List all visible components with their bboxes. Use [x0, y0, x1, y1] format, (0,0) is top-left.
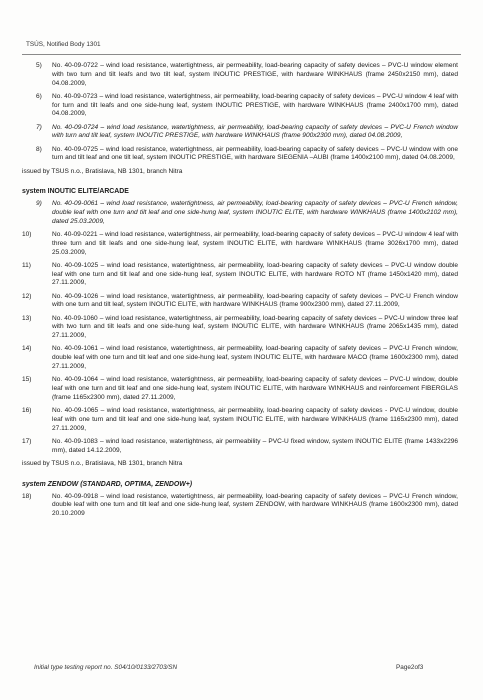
item-number: 16) — [22, 407, 32, 414]
item-text: No. 40-09-1025 – wind load resistance, watertightness, air permeability, load-bearing capacity of safety devices – PVC-U window double leaf with one turn and tilt leaf and one side-hung leaf, system INOUTIC ELITE, with hardware ROTO NT (frame 1450x1420 mm), dated 27.11.2009, — [52, 261, 458, 287]
list-item — [22, 407, 458, 433]
list-item — [22, 62, 458, 88]
list-item — [22, 231, 458, 257]
header-divider — [22, 54, 461, 55]
item-text: No. 40-09-0221 – wind load resistance, watertightness, air permeability, load-bearing capacity of safety devices – PVC-U window 4 leaf with three turn and tilt leafs and one side-hung leaf, system INOUTIC ELITE, with hardware WINKHAUS (frame 3026x1700 mm), dated 25.03.2009, — [52, 231, 458, 256]
document-body — [22, 62, 458, 523]
list-item — [22, 493, 458, 519]
item-number: 13) — [22, 314, 32, 322]
item-text: No. 40-09-0061 – wind load resistance, watertightness, air permeability, load-bearing capacity of safety devices – PVC-U French window, double leaf with one turn and tilt leaf and one side-hung leaf, system INOUTIC ELITE, with hardware WINKHAUS (frame 1400x2102 mm), dated 25.03.2009, — [52, 200, 458, 225]
issued-by-note: issued by TSUS n.o., Bratislava, NB 1301, branch Nitra — [22, 459, 183, 467]
item-number: 5) — [36, 62, 42, 69]
item-text: No. 40-09-1083 – wind load resistance, watertightness, air permeability – PVC-U fixed window, system INOUTIC ELITE (frame 1433x2296 mm), dated 14.12.2009, — [52, 437, 458, 454]
item-number: 6) — [36, 92, 42, 100]
item-text: No. 40-09-1064 – wind load resistance, watertightness, air permeability, load-bearing capacity of safety devices – PVC-U window, double leaf with one turn and tilt leaf and one side-hung leaf, system INOUTIC ELITE, with hardware WINKHAUS and reinforcement FIBERGLAS (frame 1165x2300 mm), dated 27.11.2009, — [52, 376, 458, 401]
item-number: 9) — [36, 200, 42, 208]
item-text: No. 40-09-0723 – wind load resistance, watertightness, air permeability, load-bearing capacity of safety devices – PVC-U window 4 leaf with for turn and tilt leafs and one side-hung leaf, system INOUTIC PRESTIGE, with hardware WINKHAUS (frame 2400x1700 mm), dated 04.08.2009, — [52, 92, 458, 118]
issued-by-note: issued by TSUS n.o., Bratislava, NB 1301, branch Nitra — [22, 167, 183, 175]
item-number: 10) — [22, 231, 32, 239]
item-text: No. 40-09-0918 – wind load resistance, watertightness, air permeability, load-bearing capacity of safety devices – PVC-U French window, double leaf with one turn and tilt leaf and one side-hung leaf, system ZENDOW, with hardware WINKHAUS (frame 1600x2300 mm), dated 20.10.2009 — [52, 492, 458, 518]
list-item — [22, 262, 458, 288]
item-number: 17) — [22, 437, 32, 445]
list-item — [22, 315, 458, 341]
list-item — [22, 293, 458, 311]
footer-page-number: Page2of3 — [396, 664, 424, 671]
item-number: 8) — [36, 145, 42, 153]
item-text: No. 40-09-1065 – wind load resistance, watertightness, air permeability, load-bearing capacity of safety devices - PVC-U window, double leaf with one turn and tilt leaf and one side-hung leaf, system INOUTIC ELITE, with hardware WINKHAUS (frame 1165x2300 mm), dated 27.11.2009, — [52, 407, 458, 432]
item-number: 7) — [36, 123, 42, 131]
item-number: 18) — [22, 492, 32, 500]
item-number: 11) — [22, 261, 31, 269]
item-text: No. 40-09-1026 – wind load resistance, watertightness, air permeability, load-bearing capacity of safety devices – PVC-U French window with one turn and tilt leaf, system INOUTIC ELITE, with hardware WINKHAUS (frame 900x2300 mm), dated 27.11.2009, — [52, 292, 458, 309]
list-item — [22, 124, 458, 142]
item-number: 14) — [22, 345, 32, 353]
list-item — [22, 200, 458, 226]
item-text: No. 40-09-0722 – wind load resistance, watertightness, air permeability, load-bearing capacity of safety devices – PVC-U window element with two turn and tilt leafs and two tilt leaf, system INOUTIC PRESTIGE, with hardware WINKHAUS (frame 2450x2150 mm), dated 04.08.2009, — [52, 62, 458, 87]
item-text: No. 40-09-0725 – wind load resistance, watertightness, air permeability, load-bearing capacity of safety devices – PVC-U window with one turn and tilt leaf and one tilt leaf, system INOUTIC PRESTIGE, with hardware SIEGENIA –AUBI (frame 1400x2100 mm), dated 04.08.2009, — [52, 145, 458, 162]
list-item — [22, 438, 458, 456]
item-text: No. 40-09-1061 – wind load resistance, watertightness, air permeability, load-bearing capacity of safety devices – PVC-U French window, double leaf with one turn and tilt leaf and one side-hung leaf, system INOUTIC ELITE, with hardware MACO (frame 1600x2300 mm), dated 27.11.2009, — [52, 345, 458, 371]
list-item — [22, 146, 458, 164]
list-item — [22, 376, 458, 402]
footer-report-number: Initial type testing report no. S04/10/0133/2703/SN — [34, 664, 178, 671]
page-header: TSÚS, Notified Body 1301 — [26, 41, 101, 48]
section-title: system INOUTIC ELITE/ARCADE — [22, 188, 129, 196]
section-title: system ZENDOW (STANDARD, OPTIMA, ZENDOW+) — [22, 480, 193, 488]
list-item — [22, 93, 458, 119]
item-text: No. 40-09-1060 – wind load resistance, watertightness, air permeability, load-bearing capacity of safety devices – PVC-U window three leaf with two turn and tilt leafs and one side-hung leaf, system INOUTIC ELITE, with hardware WINKHAUS (frame 2065x1435 mm), dated 27.11.2009, — [52, 314, 458, 340]
item-number: 12) — [22, 292, 32, 300]
item-text: No. 40-09-0724 – wind load resistance, watertightness, air permeability, load-bearing capacity of safety devices – PVC-U French window with turn and tilt leaf, system INOUTIC PRESTIGE, with hardware WINKHAUS (frame 900x2300 mm), dated 04.08.2009, — [52, 123, 458, 140]
list-item — [22, 345, 458, 371]
item-number: 15) — [22, 376, 32, 384]
